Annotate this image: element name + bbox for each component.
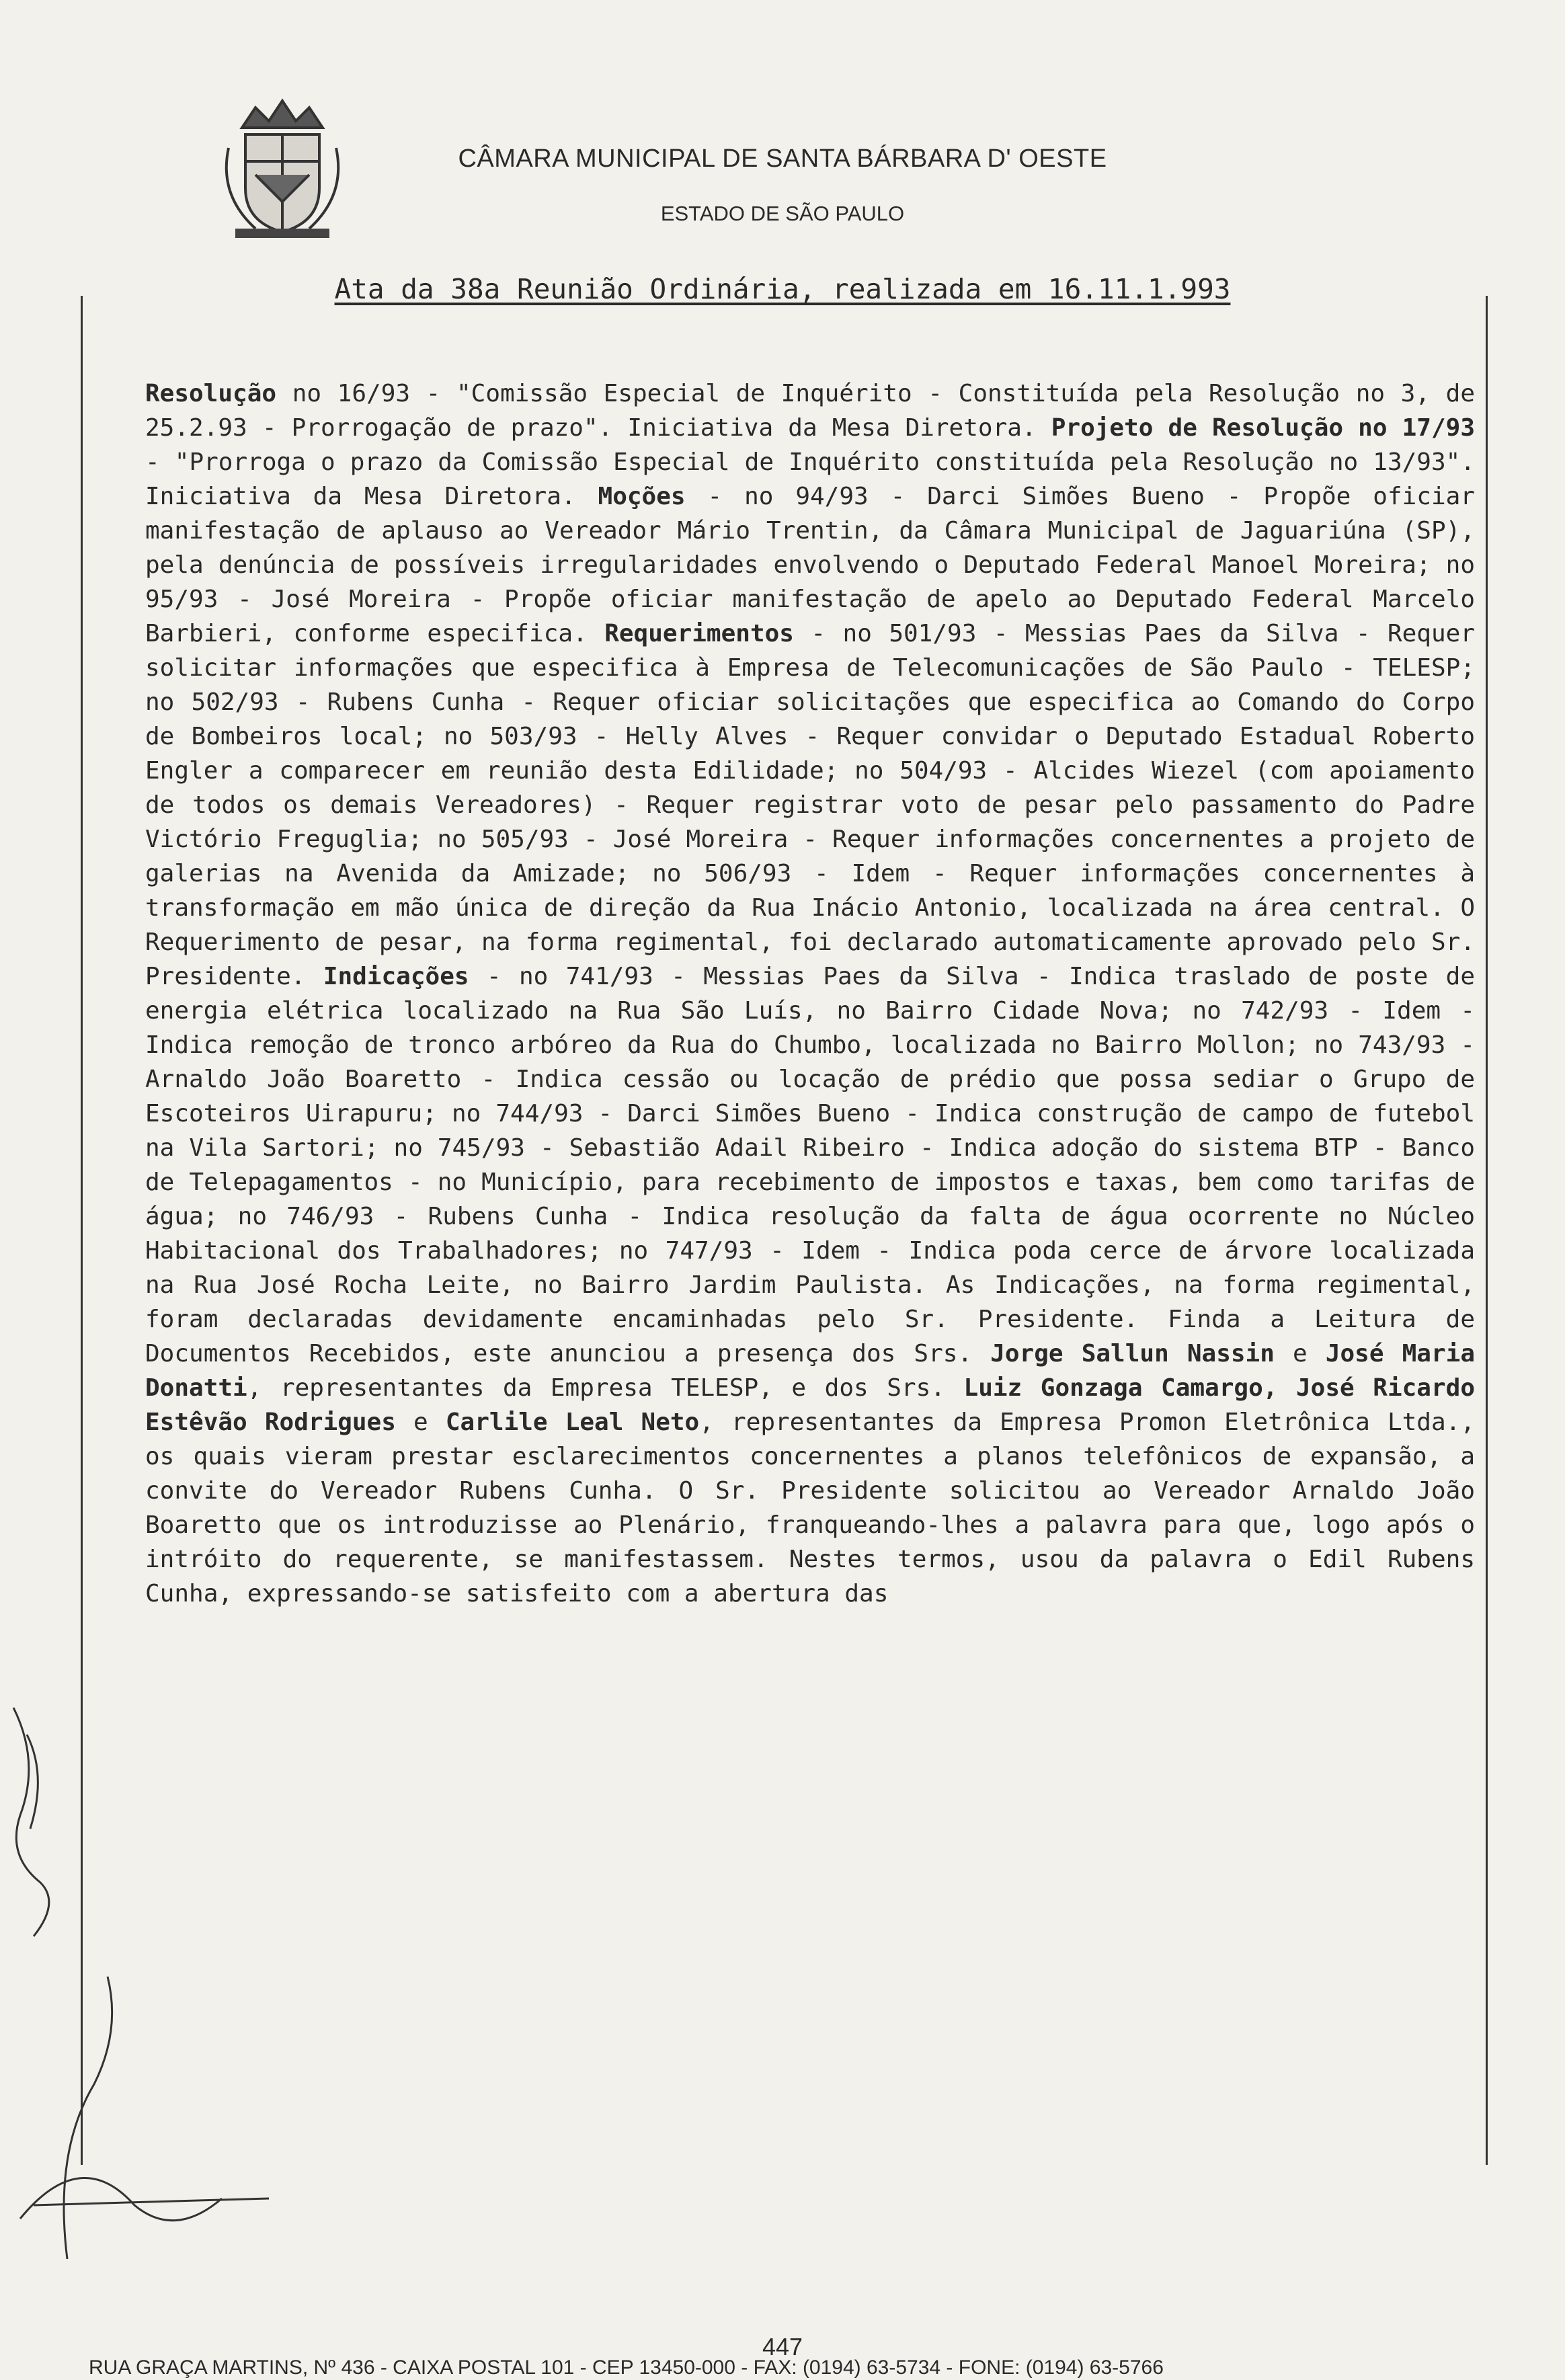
bold-heading: Requerimentos [604, 620, 794, 647]
body-segment: - no 501/93 - Messias Paes da Silva - Requer solicitar informações que especifica à Empresa de Telecomunicações de São Paulo - TELESP; no 502/93 - Rubens Cunha - Requer oficiar solicitações que especifica ao Comando do Corpo de Bombeiros local; no 503/93 - Helly Alves - Requer convidar o Deputado Estadual Roberto Engler a comparecer em reunião desta Edilidade; no 504/93 - Alcides Wiezel (com apoiamento de todos os demais Vereadores) - Requer registrar voto de pesar pelo passamento do Padre Victório Freguglia; no 505/93 - José Moreira - Requer informações concernentes a projeto de galerias na Avenida da Amizade; no 506/93 - Idem - Requer informações concernentes à transformação em mão única de direção da Rua Inácio Antonio, localizada na área central. O Requerimento de pesar, na forma regimental, foi declarado automaticamente aprovado pelo Sr. Presidente. [145, 620, 1475, 990]
bold-heading: Indicações [323, 963, 469, 990]
bold-heading: Luiz Gonzaga Camargo, José Ricardo Estêvão Rodrigues [145, 1374, 1475, 1436]
bold-heading: Moções [598, 483, 686, 510]
body-segment: , representantes da Empresa Promon Eletrônica Ltda., os quais vieram prestar esclarecimentos concernentes a planos telefônicos de expansão, a convite do Vereador Rubens Cunha. O Sr. Presidente solicitou ao Vereador Arnaldo João Boaretto que os introduzisse ao Plenário, franqueando-lhes a palavra para que, logo após o intróito do requerente, se manifestassem. Nestes termos, usou da palavra o Edil Rubens Cunha, expressando-se satisfeito com a abertura das [145, 1409, 1475, 1608]
bold-heading: Resolução [145, 380, 277, 407]
minutes-paragraph [145, 376, 1475, 1611]
page-number: 447 [762, 2333, 803, 2361]
institution-name: CÂMARA MUNICIPAL DE SANTA BÁRBARA D' OESTE [458, 145, 1107, 173]
body-segment: e [395, 1409, 446, 1436]
bold-heading: Projeto de Resolução no 17/93 [1051, 414, 1476, 442]
minutes-title: Ata da 38a Reunião Ordinária, realizada em 16.11.1.993 [334, 273, 1231, 305]
body-segment: , representantes da Empresa TELESP, e dos Srs. [247, 1374, 964, 1402]
signature-mark [0, 1681, 282, 2259]
body-segment: no 16/93 - "Comissão Especial de Inquérito - Constituída pela Resolução no 3, de 25.2.93 - Prorrogação de prazo". Iniciativa da Mesa Diretora. [145, 380, 1475, 442]
body-segment: - "Prorroga o prazo da Comissão Especial de Inquérito constituída pela Resolução no 13/93". Iniciativa da Mesa Diretora. [145, 448, 1475, 510]
body-segment: - no 741/93 - Messias Paes da Silva - Indica traslado de poste de energia elétrica localizado na Rua São Luís, no Bairro Cidade Nova; no 742/93 - Idem - Indica remoção de tronco arbóreo da Rua do Chumbo, localizada no Bairro Mollon; no 743/93 - Arnaldo João Boaretto - Indica cessão ou locação de prédio que possa sediar o Grupo de Escoteiros Uirapuru; no 744/93 - Darci Simões Bueno - Indica construção de campo de futebol na Vila Sartori; no 745/93 - Sebastião Adail Ribeiro - Indica adoção do sistema BTP - Banco de Telepagamentos - no Município, para recebimento de impostos e taxas, bem como tarifas de água; no 746/93 - Rubens Cunha - Indica resolução da falta de água ocorrente no Núcleo Habitacional dos Trabalhadores; no 747/93 - Idem - Indica poda cerce de árvore localizada na Rua José Rocha Leite, no Bairro Jardim Paulista. As Indicações, na forma regimental, foram declaradas devidamente encaminhadas pelo Sr. Presidente. Finda a Leitura de Documentos Recebidos, este anunciou a presença dos Srs. [145, 963, 1475, 1367]
bold-heading: José Maria Donatti [145, 1340, 1476, 1402]
state-name: ESTADO DE SÃO PAULO [660, 202, 905, 225]
right-margin-line [1486, 296, 1488, 2165]
bold-heading: Carlile Leal Neto [445, 1409, 700, 1436]
body-segment: - no 94/93 - Darci Simões Bueno - Propõe oficiar manifestação de aplauso ao Vereador Mário Trentin, da Câmara Municipal de Jaguariúna (SP), pela denúncia de possíveis irregularidades envolvendo o Deputado Federal Manoel Moreira; no 95/93 - José Moreira - Propõe oficiar manifestação de apelo ao Deputado Federal Marcelo Barbieri, conforme especifica. [145, 483, 1475, 647]
bold-heading: Jorge Sallun Nassin [990, 1340, 1275, 1367]
minutes-body [145, 376, 1475, 1611]
address-footer: RUA GRAÇA MARTINS, Nº 436 - CAIXA POSTAL 101 - CEP 13450-000 - FAX: (0194) 63-5734 - FONE: (0194) 63-5766 [89, 2356, 1164, 2379]
body-segment: e [1274, 1340, 1326, 1367]
